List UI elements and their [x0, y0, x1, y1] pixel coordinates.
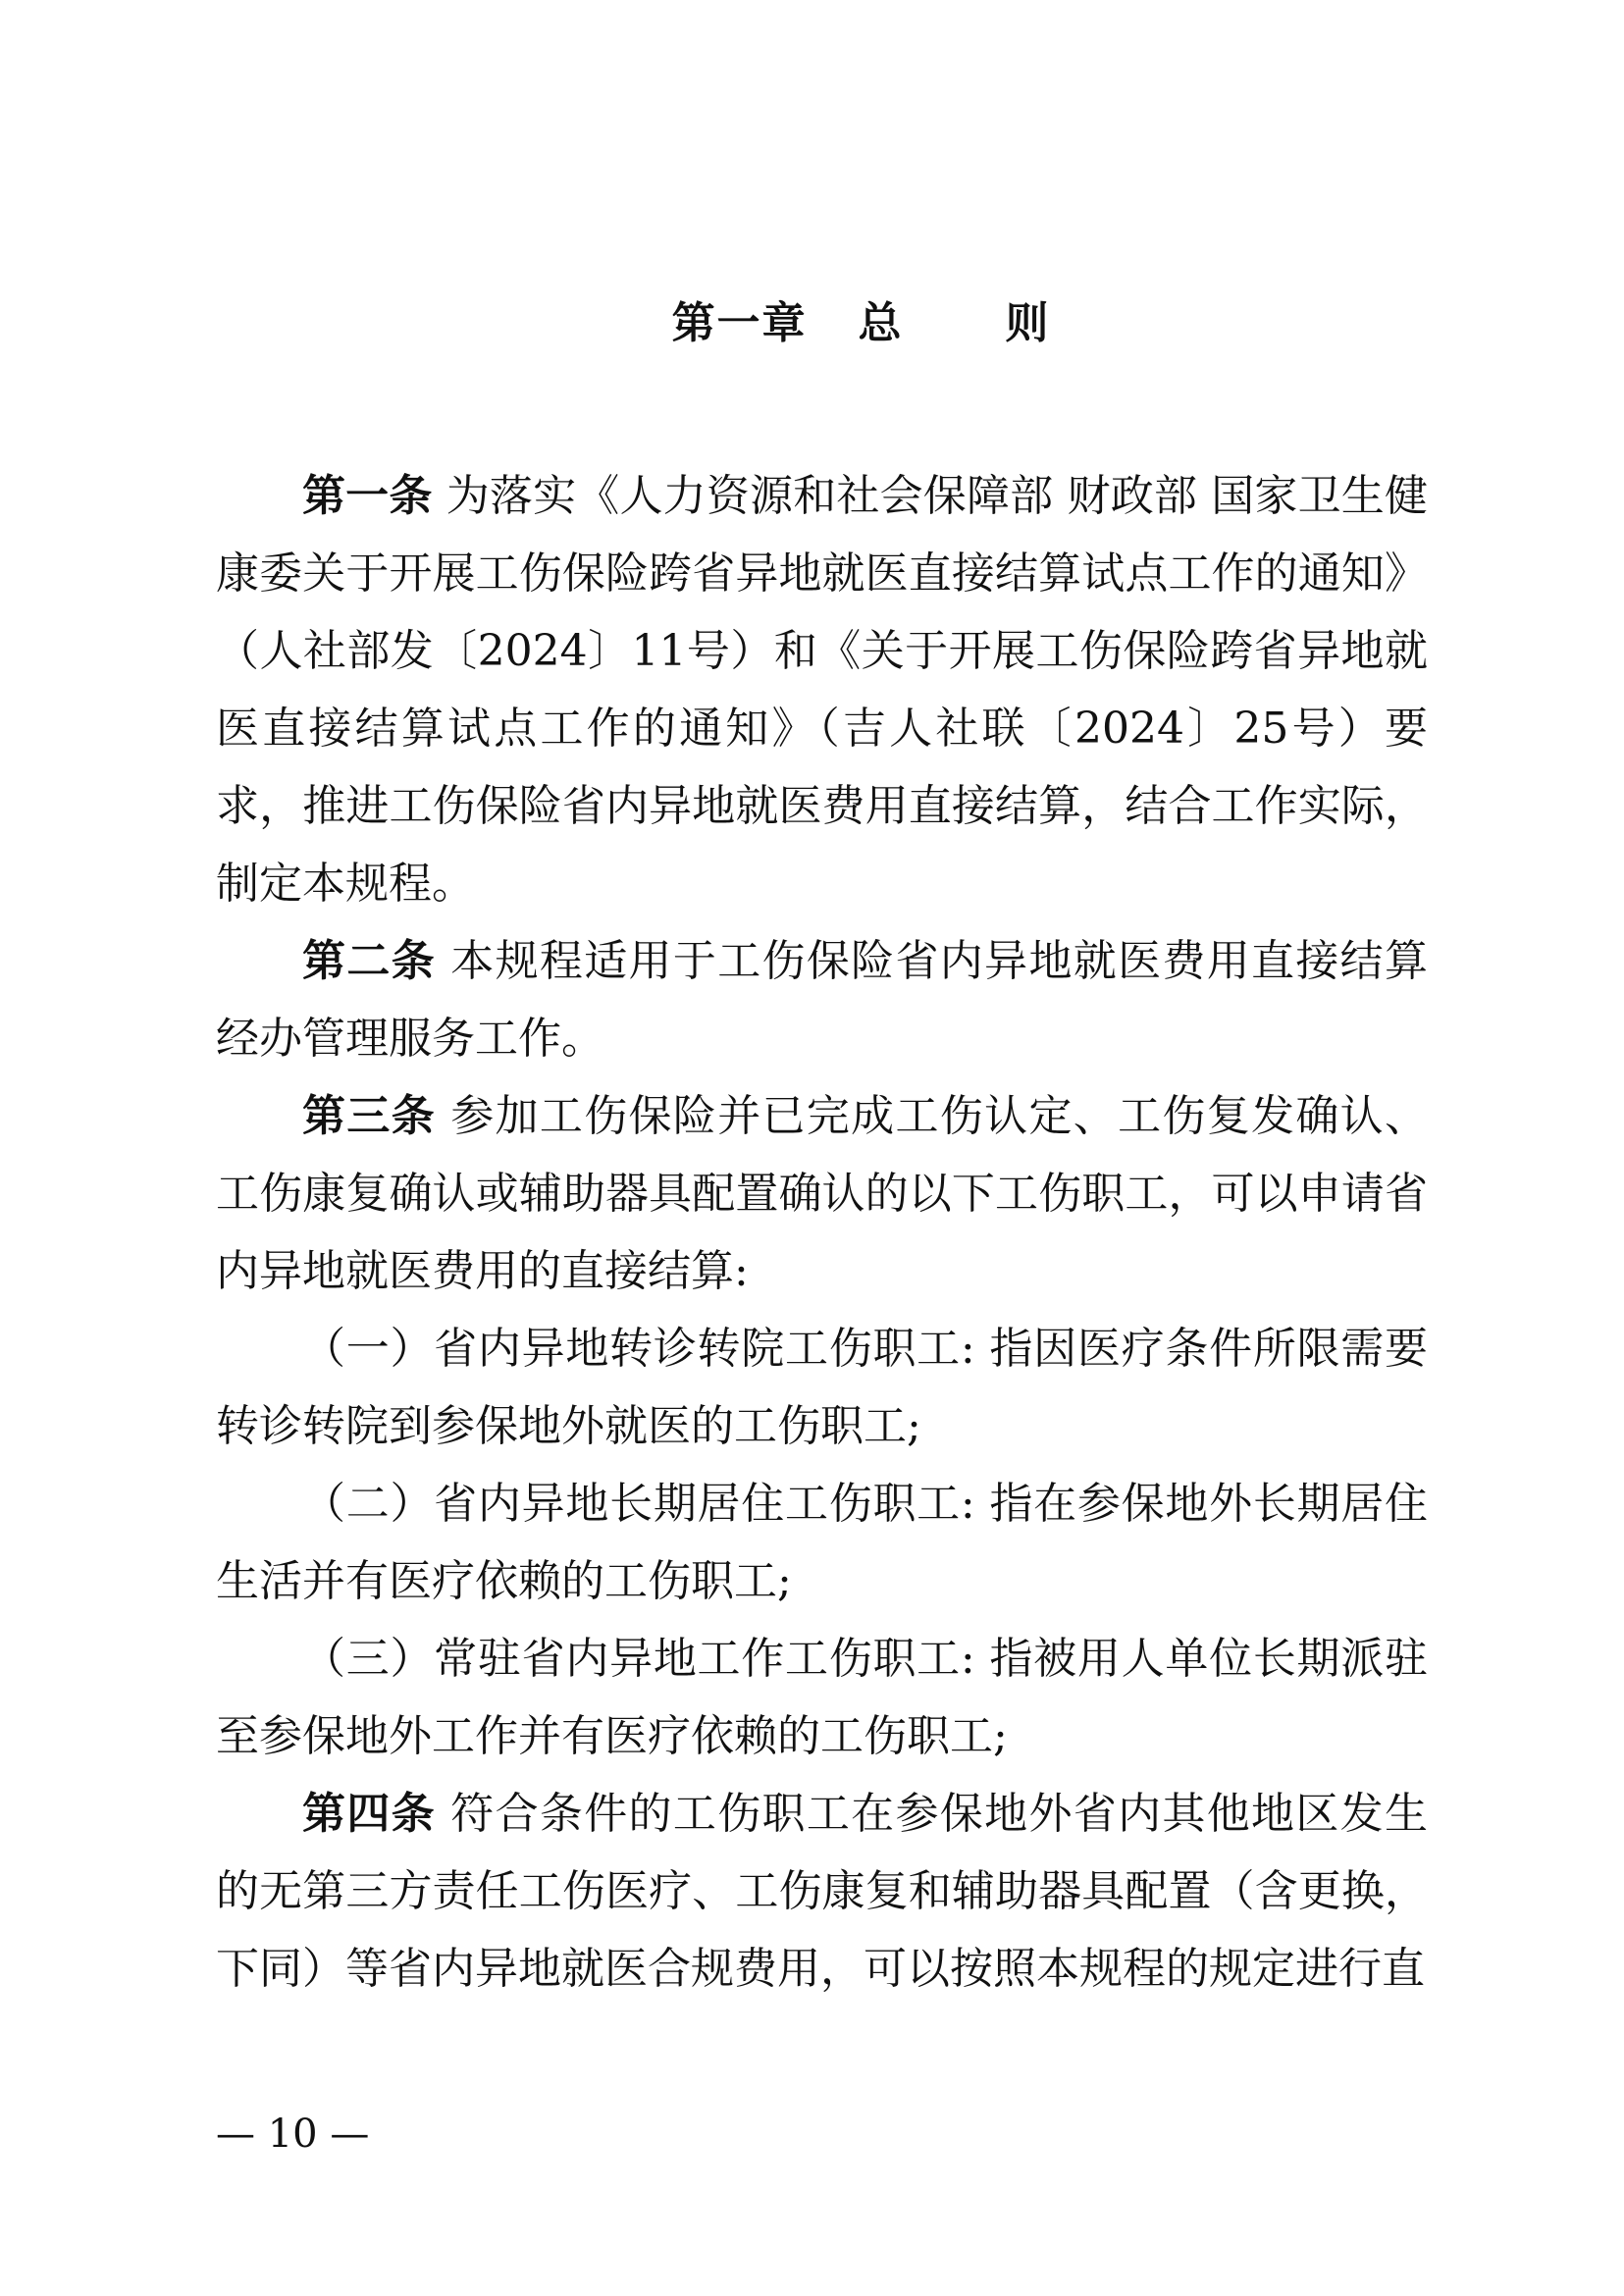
article-text: （三）常驻省内异地工作工伤职工: 指被用人单位长期派驻至参保地外工作并有医疗依赖的工伤职工;	[216, 1634, 1428, 1761]
article-label: 第二条	[302, 936, 436, 986]
article-text: 参加工伤保险并已完成工伤认定、工伤复发确认、工伤康复确认或辅助器具配置确认的以下工伤职工，可以申请省内异地就医费用的直接结算:	[216, 1091, 1429, 1296]
article-text: 本规程适用于工伤保险省内异地就医费用直接结算经办管理服务工作。	[216, 936, 1429, 1064]
article-1	[216, 457, 1428, 922]
article-4	[216, 1775, 1428, 2008]
article-text: （二）省内异地长期居住工伤职工: 指在参保地外长期居住生活并有医疗依赖的工伤职工;	[216, 1479, 1428, 1606]
article-3-item-3	[216, 1620, 1428, 1775]
page-number: — 10 —	[216, 2112, 370, 2157]
article-text: （一）省内异地转诊转院工伤职工: 指因医疗条件所限需要转诊转院到参保地外就医的工伤职工;	[216, 1324, 1428, 1451]
article-text: 符合条件的工伤职工在参保地外省内其他地区发生的无第三方责任工伤医疗、工伤康复和辅助器具配置（含更换，下同）等省内异地就医合规费用，可以按照本规程的规定进行直	[216, 1789, 1429, 1994]
article-label: 第三条	[302, 1091, 436, 1141]
article-3-item-2	[216, 1465, 1428, 1620]
chapter-title: 第一章 总 则	[671, 298, 1051, 348]
body-text	[216, 457, 1428, 2008]
article-2	[216, 922, 1428, 1077]
article-label: 第一条	[302, 471, 433, 521]
article-label: 第四条	[302, 1789, 436, 1839]
article-text: 为落实《人力资源和社会保障部 财政部 国家卫生健康委关于开展工伤保险跨省异地就医直接结算试点工作的通知》（人社部发〔2024〕11号）和《关于开展工伤保险跨省异地就医直接结算试点工作的通知》（吉人社联〔2024〕25号）要求，推进工伤保险省内异地就医费用直接结算，结合工作实际，制定本规程。	[216, 471, 1428, 909]
article-3	[216, 1077, 1428, 1310]
article-3-item-1	[216, 1310, 1428, 1465]
